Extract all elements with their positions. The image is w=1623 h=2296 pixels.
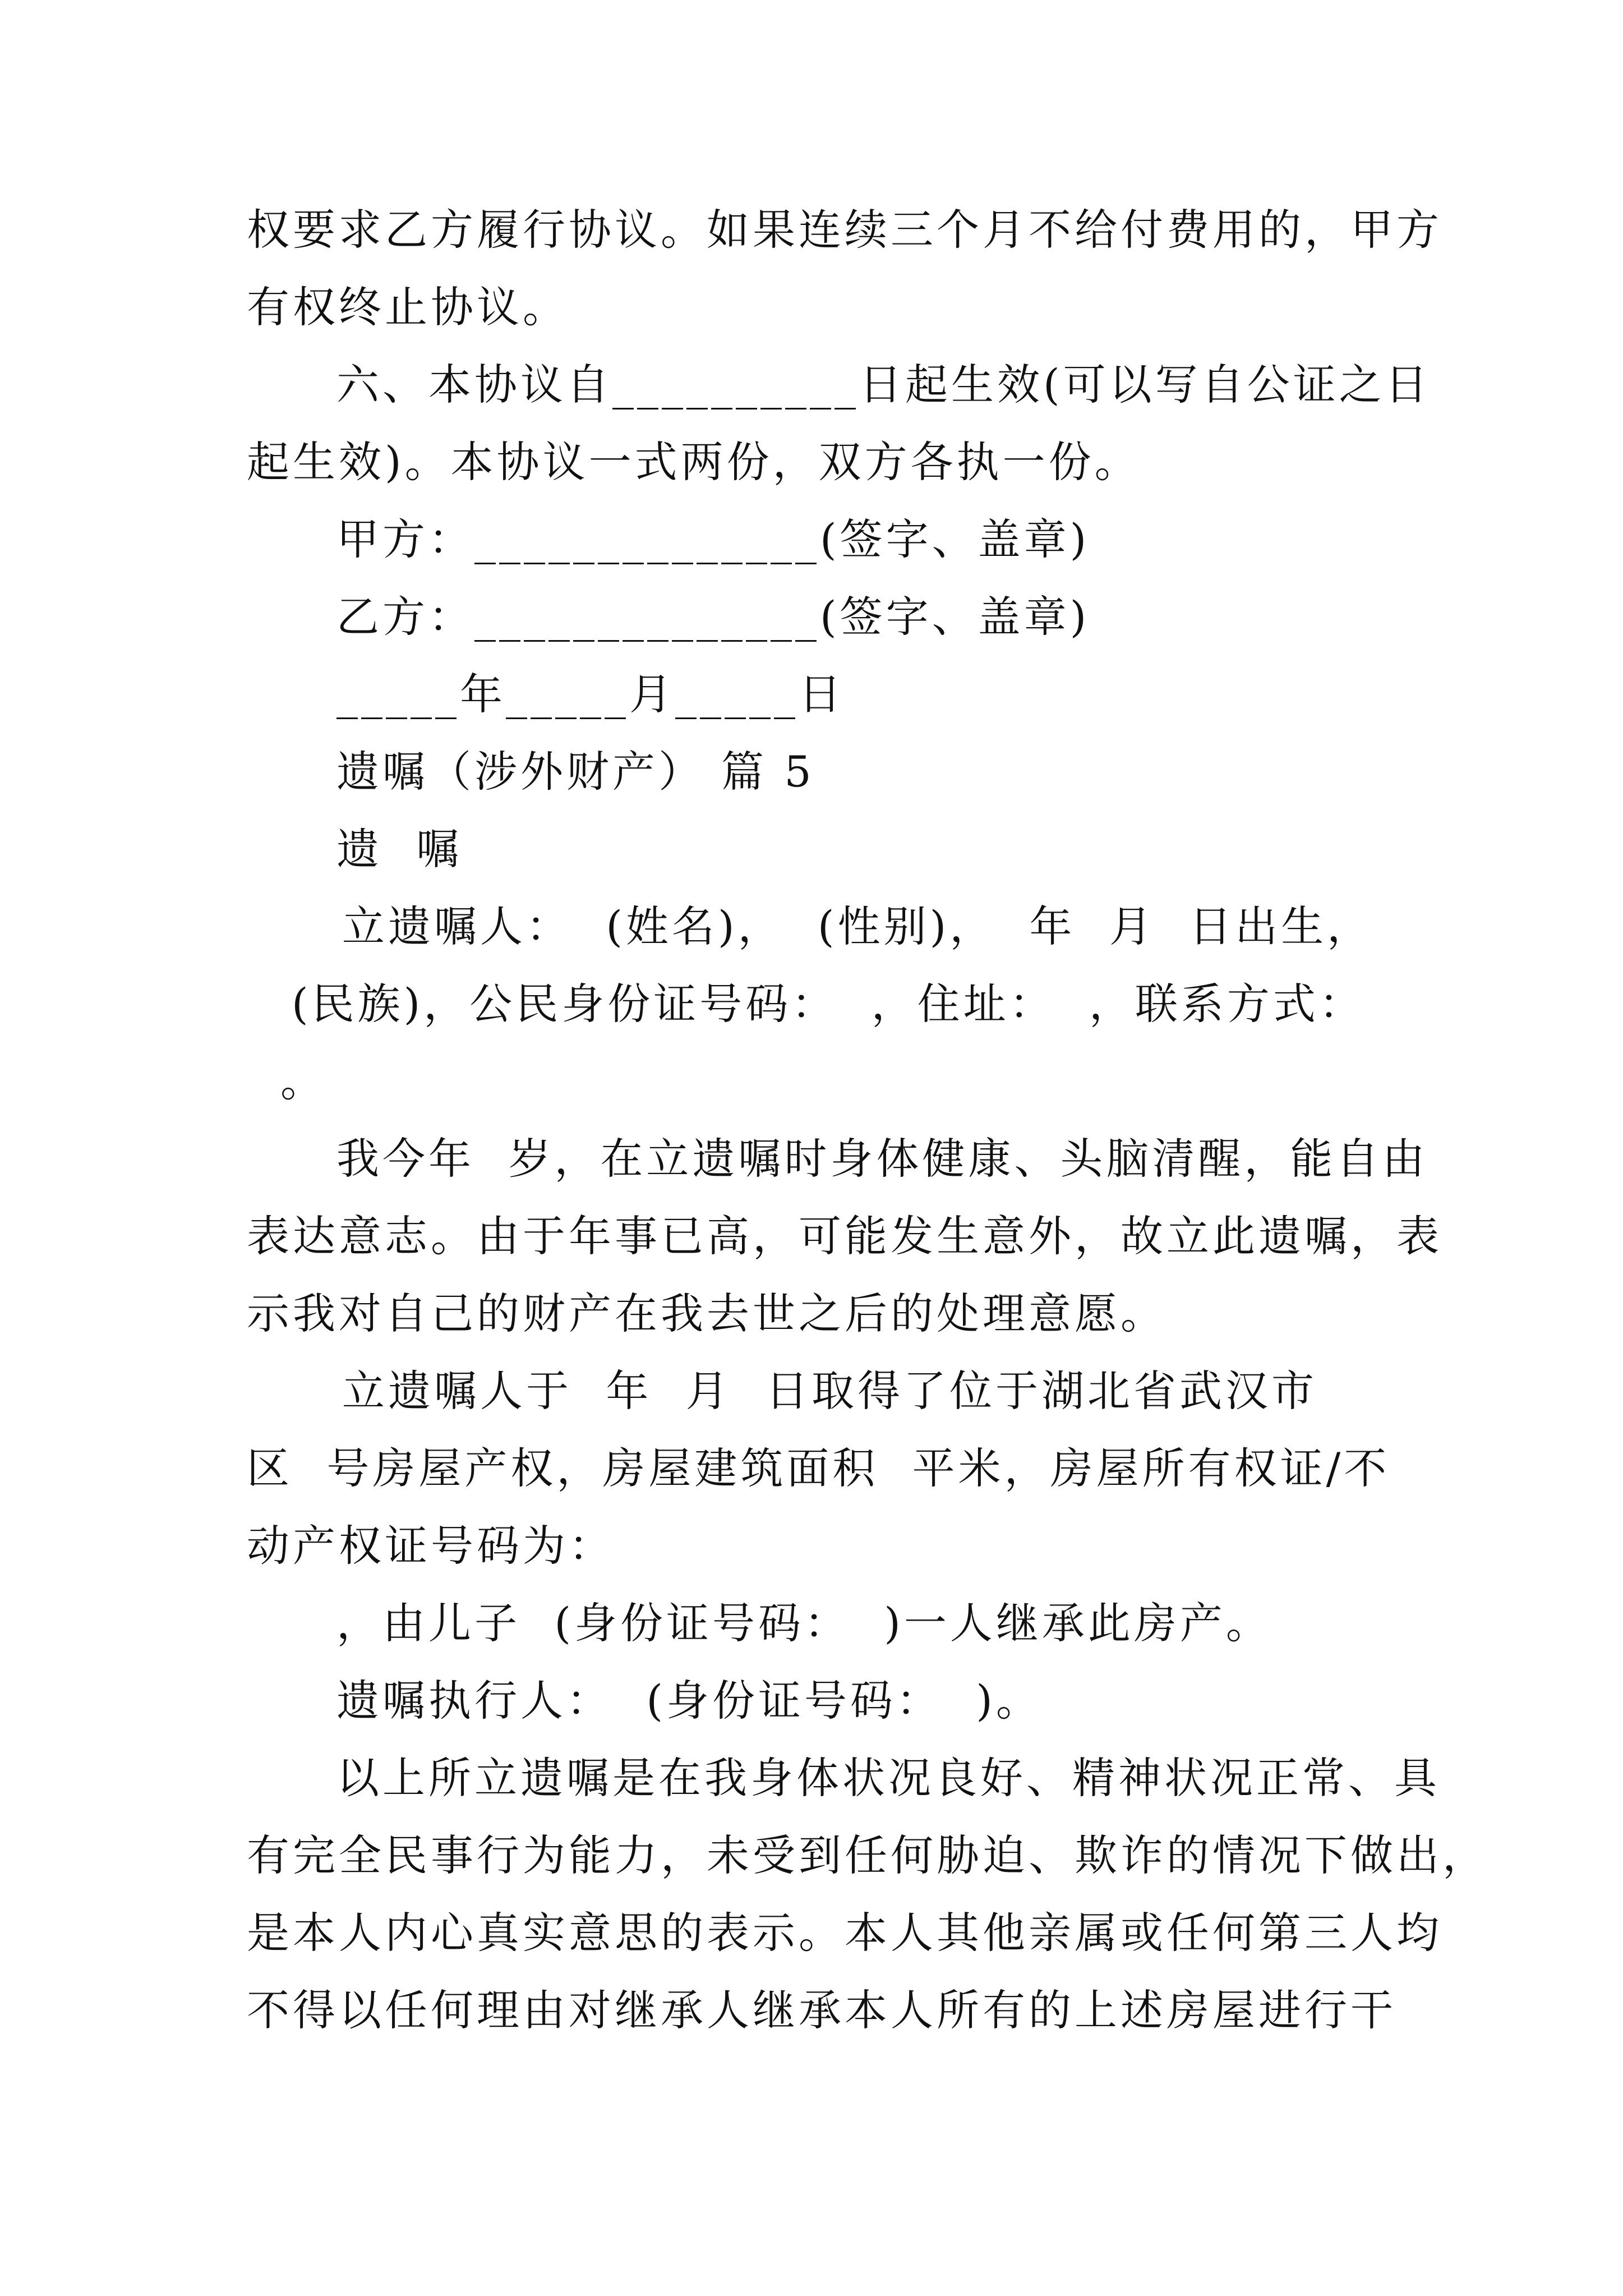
party-b-signature-line: 乙方：______________(签字、盖章) (336, 592, 1090, 642)
will-title: 遗 嘱 (336, 824, 463, 874)
party-a-signature-line: 甲方：______________(签字、盖章) (336, 514, 1090, 564)
text-line: ，由儿子 (身份证号码： )一人继承此房产。 (336, 1598, 1272, 1648)
text-line: 六、本协议自__________日起生效(可以写自公证之日 (336, 360, 1431, 409)
text-line: 起生效)。本协议一式两份，双方各执一份。 (247, 437, 1141, 487)
text-line: 是本人内心真实意思的表示。本人其他亲属或任何第三人均 (247, 1908, 1442, 1958)
text-line: 有完全民事行为能力，未受到任何胁迫、欺诈的情况下做出， (247, 1830, 1488, 1880)
text-line: (民族)，公民身份证号码： ，住址： ，联系方式： (292, 979, 1365, 1029)
date-line: _____年_____月_____日 (336, 669, 845, 719)
text-line: 遗嘱执行人： (身份证号码： )。 (336, 1676, 1042, 1726)
text-line: 不得以任何理由对继承人继承本人所有的上述房屋进行干 (247, 1985, 1396, 2035)
text-line: 我今年 岁，在立遗嘱时身体健康、头脑清醒，能自由 (336, 1134, 1428, 1184)
text-line: 权要求乙方履行协议。如果连续三个月不给付费用的，甲方 (247, 205, 1442, 255)
text-line: 以上所立遗嘱是在我身体状况良好、精神状况正常、具 (336, 1753, 1440, 1803)
text-line: 动产权证号码为： (247, 1521, 615, 1571)
text-line: 表达意志。由于年事已高，可能发生意外，故立此遗嘱，表 (247, 1211, 1442, 1261)
text-line: 立遗嘱人： (姓名)， (性别)， 年 月 日出生， (342, 901, 1373, 951)
text-line: 有权终止协议。 (247, 282, 569, 332)
text-line: 示我对自己的财产在我去世之后的处理意愿。 (247, 1289, 1166, 1338)
text-line: 立遗嘱人于 年 月 日取得了位于湖北省武汉市 (342, 1366, 1317, 1416)
section-heading: 遗嘱（涉外财产） 篇 5 (336, 747, 815, 797)
text-line: 。 (280, 1056, 326, 1106)
text-line: 区 号房屋产权，房屋建筑面积 平米，房屋所有权证/不 (247, 1443, 1390, 1493)
